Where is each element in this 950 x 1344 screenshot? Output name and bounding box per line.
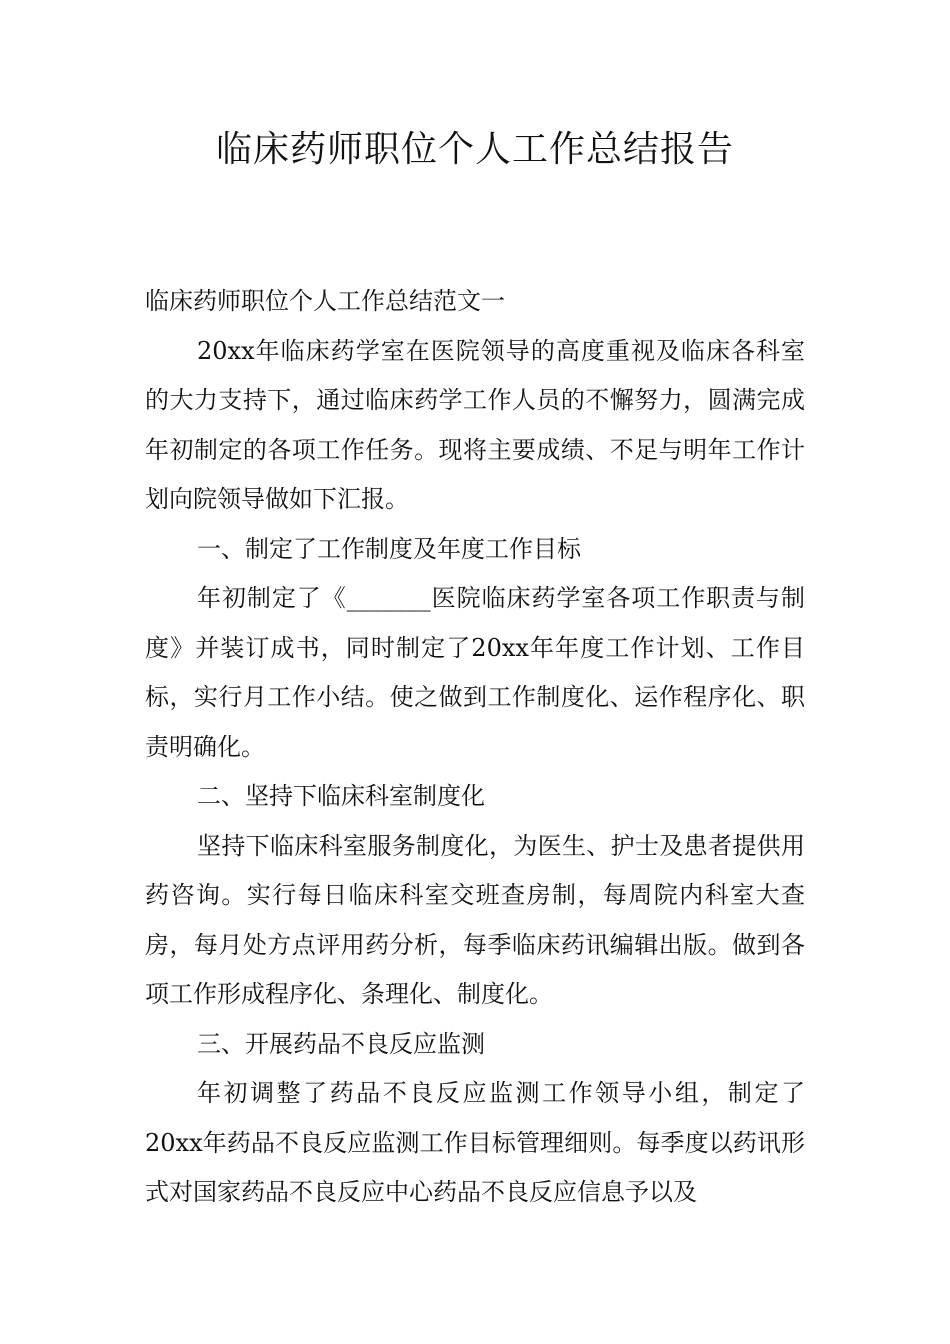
section-heading-1: 一、制定了工作制度及年度工作目标 [197, 534, 581, 563]
section-heading-3: 三、开展药品不良反应监测 [197, 1029, 485, 1058]
paragraph-intro: 20xx年临床药学室在医院领导的高度重视及临床各科室的大力支持下，通过临床药学工作人员的不懈努力，圆满完成年初制定的各项工作任务。现将主要成绩、不足与明年工作计划向院领导做如下汇报。 [145, 336, 805, 513]
document-body [145, 277, 805, 1218]
section-heading-2: 二、坚持下临床科室制度化 [197, 782, 485, 810]
paragraph-section-1: 年初制定了《_______医院临床药学室各项工作职责与制度》并装订成书，同时制定了20xx年年度工作计划、工作目标，实行月工作小结。使之做到工作制度化、运作程序化、职责明确化。 [145, 584, 805, 761]
paragraph-section-3: 年初调整了药品不良反应监测工作领导小组，制定了20xx年药品不良反应监测工作目标管理细则。每季度以药讯形式对国家药品不良反应中心药品不良反应信息予以及 [145, 1079, 805, 1206]
paragraph-section-2: 坚持下临床科室服务制度化，为医生、护士及患者提供用药咨询。实行每日临床科室交班查房制，每周院内科室大查房，每月处方点评用药分析，每季临床药讯编辑出版。做到各项工作形成程序化、条理化、制度化。 [145, 831, 805, 1008]
paragraph-subtitle: 临床药师职位个人工作总结范文一 [145, 287, 505, 315]
document-title: 临床药师职位个人工作总结报告 [215, 129, 734, 170]
